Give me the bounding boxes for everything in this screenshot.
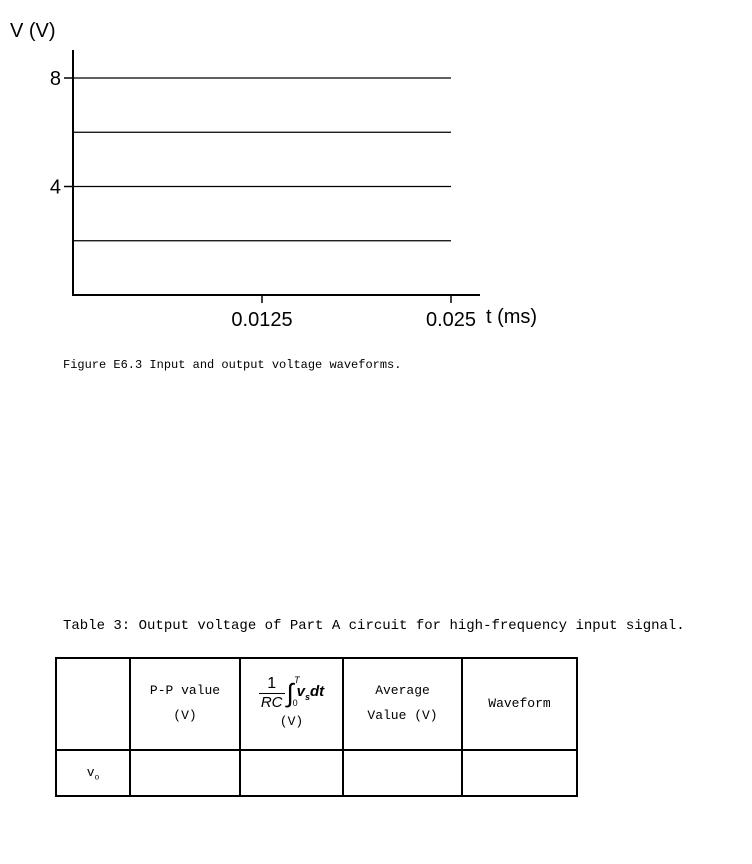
cell-average[interactable] [343,750,462,796]
integral-formula [259,676,324,710]
header-pp-unit: (V) [173,708,197,723]
row-label-sub: o [94,773,100,783]
integral-numerator: 1 [267,675,277,693]
row-label-vo [56,750,130,796]
integrand-sub: s [304,692,310,703]
x-tick-label-0.025: 0.025 [425,309,477,331]
figure-caption: Figure E6.3 Input and output voltage waveforms. [63,358,402,372]
header-average [343,658,462,750]
integral-lower-limit: 0 [292,698,298,709]
header-average-line1: Average [375,683,430,699]
y-tick-label-4: 4 [49,176,61,199]
y-axis-label: V (V) [10,20,56,42]
header-pp-value [130,658,240,750]
x-tick-label-0.0125: 0.0125 [231,309,293,331]
results-table [55,657,578,797]
header-integral [240,658,343,750]
header-average-line2: Value (V) [367,708,438,723]
row-label-var: v [86,764,95,780]
header-waveform: Waveform [462,658,577,750]
integrand-dt: dt [309,683,325,701]
x-axis-label: t (ms) [486,306,538,328]
grid-layer [73,78,451,241]
table-header-row [56,658,577,750]
voltage-time-chart [0,0,752,345]
x-tick-layer [231,295,476,331]
table-caption: Table 3: Output voltage of Part A circuit for high-frequency input signal. [63,618,685,634]
integrand-var: v [296,683,305,701]
integral-upper-limit: T [294,675,300,686]
y-tick-layer [50,68,73,199]
cell-pp-value[interactable] [130,750,240,796]
header-pp-label: P-P value [149,683,221,699]
cell-integral[interactable] [240,750,343,796]
cell-waveform[interactable] [462,750,577,796]
integral-sign-icon: ∫ T 0 [286,675,300,709]
integral-denominator: RC [260,694,283,712]
table-row [56,750,577,796]
header-integral-unit: (V) [279,714,304,730]
y-tick-label-8: 8 [49,68,61,90]
header-blank-cell [56,658,130,750]
